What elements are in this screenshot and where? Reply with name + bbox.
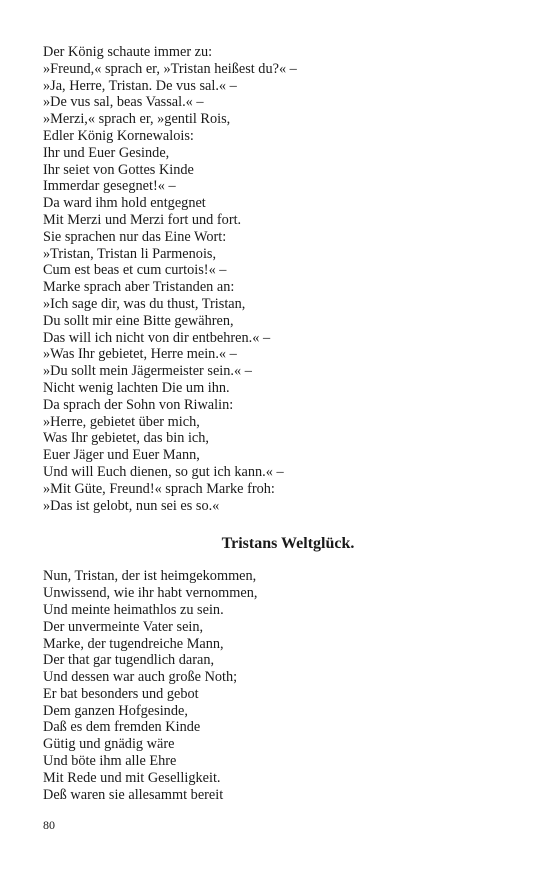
section-heading: Tristans Weltglück. bbox=[221, 535, 355, 553]
verse-line: Der that gar tugendlich daran, bbox=[43, 652, 215, 669]
verse-line: Cum est beas et cum curtois!« – bbox=[43, 262, 227, 279]
verse-line: Edler König Kornewalois: bbox=[43, 127, 194, 144]
verse-line: »Mit Güte, Freund!« sprach Marke froh: bbox=[43, 480, 275, 497]
verse-line: »Ja, Herre, Tristan. De vus sal.« – bbox=[43, 77, 237, 94]
page-number: 80 bbox=[43, 818, 55, 832]
verse-line: Dem ganzen Hofgesinde, bbox=[43, 702, 188, 719]
verse-line: Da ward ihm hold entgegnet bbox=[43, 195, 206, 212]
verse-line: »Merzi,« sprach er, »gentil Rois, bbox=[43, 111, 231, 128]
verse-line: Das will ich nicht von dir entbehren.« – bbox=[43, 329, 271, 346]
verse-line: Und böte ihm alle Ehre bbox=[43, 753, 177, 770]
verse-line: Marke sprach aber Tristanden an: bbox=[43, 279, 235, 296]
verse-line: Unwissend, wie ihr habt vernommen, bbox=[43, 585, 258, 602]
verse-line: Ihr und Euer Gesinde, bbox=[43, 144, 170, 161]
verse-line: Und meinte heimathlos zu sein. bbox=[43, 601, 224, 618]
verse-line: Da sprach der Sohn von Riwalin: bbox=[43, 396, 234, 413]
verse-line: »Was Ihr gebietet, Herre mein.« – bbox=[43, 346, 237, 363]
verse-line: »Freund,« sprach er, »Tristan heißest du?« – bbox=[43, 60, 297, 77]
verse-line: Was Ihr gebietet, das bin ich, bbox=[43, 430, 209, 447]
page-body bbox=[43, 44, 513, 803]
verse-line: »Das ist gelobt, nun sei es so.« bbox=[43, 497, 220, 514]
verse-section-2 bbox=[43, 568, 513, 803]
verse-line: »Herre, gebietet über mich, bbox=[43, 413, 200, 430]
verse-line: Der König schaute immer zu: bbox=[43, 44, 213, 60]
verse-line: Der unvermeinte Vater sein, bbox=[43, 618, 204, 635]
verse-line: Du sollt mir eine Bitte gewähren, bbox=[43, 312, 234, 329]
verse-line: Marke, der tugendreiche Mann, bbox=[43, 635, 224, 652]
verse-line: Daß es dem fremden Kinde bbox=[43, 719, 201, 736]
verse-line: Nicht wenig lachten Die um ihn. bbox=[43, 379, 230, 396]
verse-line: Sie sprachen nur das Eine Wort: bbox=[43, 228, 227, 245]
verse-line: Immerdar gesegnet!« – bbox=[43, 178, 176, 195]
verse-line: »Ich sage dir, was du thust, Tristan, bbox=[43, 295, 246, 312]
verse-line: »Tristan, Tristan li Parmenois, bbox=[43, 245, 217, 262]
verse-line: »De vus sal, beas Vassal.« – bbox=[43, 94, 204, 111]
verse-section-1 bbox=[43, 44, 513, 514]
verse-line: Und dessen war auch große Noth; bbox=[43, 669, 238, 686]
verse-line: Er bat besonders und gebot bbox=[43, 685, 199, 702]
verse-line: Gütig und gnädig wäre bbox=[43, 736, 175, 753]
verse-line: Mit Rede und mit Geselligkeit. bbox=[43, 769, 221, 786]
verse-line: Mit Merzi und Merzi fort und fort. bbox=[43, 211, 242, 228]
verse-line: Ihr seiet von Gottes Kinde bbox=[43, 161, 194, 178]
verse-line: Und will Euch dienen, so gut ich kann.« – bbox=[43, 463, 284, 480]
verse-line: »Du sollt mein Jägermeister sein.« – bbox=[43, 363, 252, 380]
verse-line: Euer Jäger und Euer Mann, bbox=[43, 447, 200, 464]
verse-line: Deß waren sie allesammt bereit bbox=[43, 786, 224, 803]
verse-line: Nun, Tristan, der ist heimgekommen, bbox=[43, 568, 257, 585]
